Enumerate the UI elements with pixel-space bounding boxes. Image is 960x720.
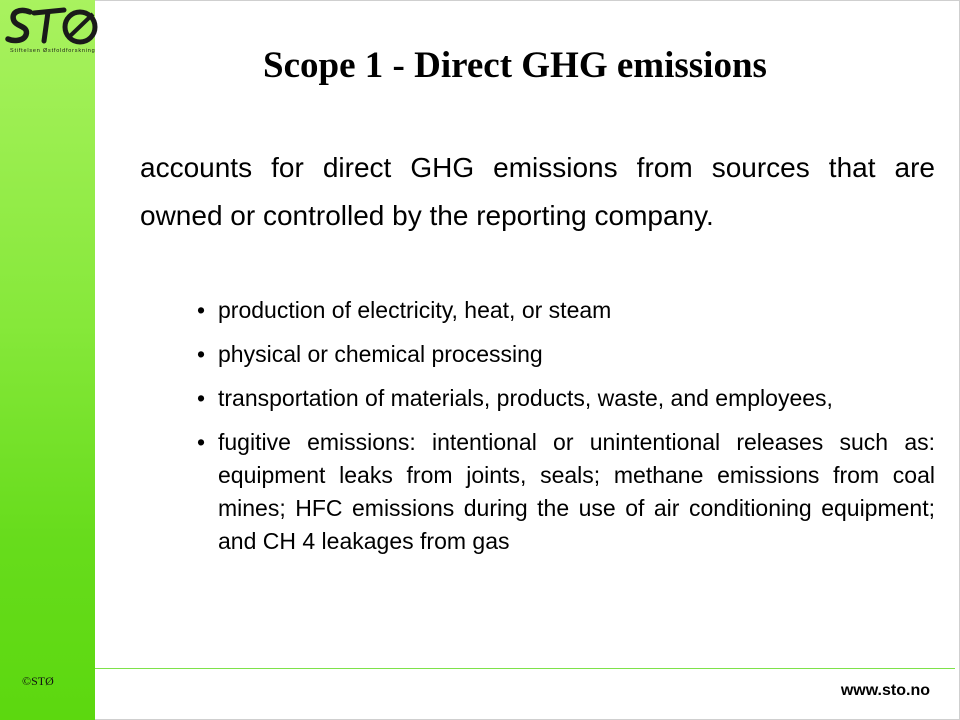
bullet-dot: • <box>197 297 206 323</box>
intro-paragraph: accounts for direct GHG emissions from sources that are owned or controlled by the reporting company. <box>140 152 935 231</box>
sto-logo <box>4 4 104 62</box>
bullet-dot: • <box>197 429 206 455</box>
bullet-item <box>197 426 935 558</box>
bullet-dot: • <box>197 341 206 367</box>
slide-title: Scope 1 - Direct GHG emissions <box>263 45 767 86</box>
footer-divider <box>95 668 955 669</box>
bullet-item <box>197 338 935 371</box>
sto-logo-mark <box>4 4 104 48</box>
website-link[interactable]: www.sto.no <box>840 682 930 699</box>
bullet-dot: • <box>197 385 206 411</box>
bullet-text: fugitive emissions: intentional or unintentional releases such as: equipment leaks from joints, seals; methane emissions from coal mines; HFC emissions during the use of air conditioning equipment; and CH 4 leakages from gas <box>218 429 935 554</box>
bullet-text: production of electricity, heat, or steam <box>218 297 612 323</box>
logo-tagline: Stiftelsen Østfoldforskning <box>10 48 96 54</box>
bullet-item <box>197 382 935 415</box>
sidebar-green-bar <box>0 0 95 720</box>
bullet-text: transportation of materials, products, waste, and employees, <box>218 385 833 411</box>
copyright-notice: ©STØ <box>22 674 54 688</box>
bullet-text: physical or chemical processing <box>218 341 543 367</box>
bullet-item <box>197 294 935 327</box>
bullet-list <box>197 294 935 569</box>
